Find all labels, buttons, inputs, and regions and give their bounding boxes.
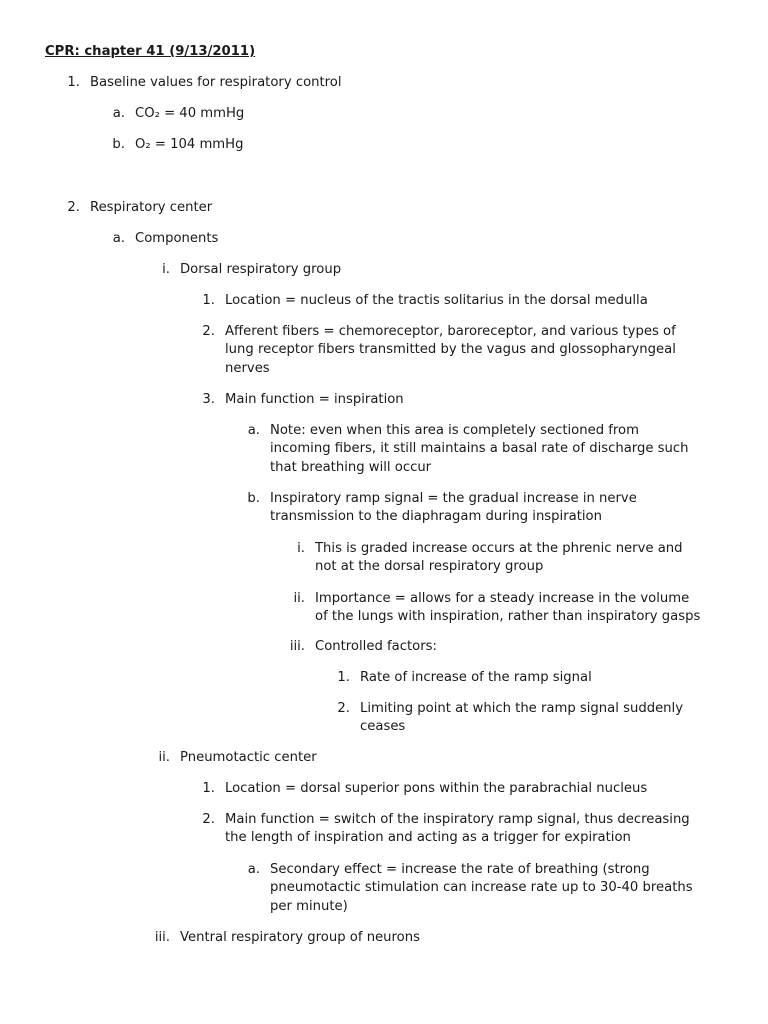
list-item-text: Dorsal respiratory group: [180, 262, 342, 277]
list-marker: 1.: [202, 781, 215, 796]
list-item-text: Inspiratory ramp signal = the gradual increase in nerve: [270, 491, 637, 506]
list-item-text: O₂ = 104 mmHg: [135, 137, 244, 152]
list-marker: a.: [247, 862, 260, 877]
list-item-text: Location = nucleus of the tractis solitarius in the dorsal medulla: [225, 293, 648, 308]
list-marker: 3.: [202, 392, 215, 407]
list-item-text: not at the dorsal respiratory group: [315, 559, 544, 575]
list-item-text: Location = dorsal superior pons within the parabrachial nucleus: [225, 781, 648, 796]
list-marker: 1.: [202, 293, 215, 308]
list-marker: 2.: [202, 324, 215, 339]
list-marker: 2.: [337, 701, 350, 716]
list-item-text: Main function = inspiration: [225, 392, 404, 407]
list-marker: a.: [247, 423, 260, 438]
list-item-text: Pneumotactic center: [180, 750, 317, 765]
list-marker: 1.: [337, 670, 350, 685]
list-item-text: Ventral respiratory group of neurons: [180, 930, 420, 945]
list-item-text: Respiratory center: [90, 200, 213, 215]
list-item-text: Rate of increase of the ramp signal: [360, 670, 592, 685]
list-marker: i.: [162, 262, 170, 277]
list-item-text: that breathing will occur: [270, 459, 432, 475]
list-marker: i.: [297, 541, 305, 556]
list-marker: 1.: [67, 75, 80, 90]
list-marker: iii.: [289, 639, 305, 654]
list-marker: ii.: [293, 591, 305, 606]
list-item-text: lung receptor fibers transmitted by the vagus and glossopharyngeal: [225, 342, 676, 358]
list-item-text: CO₂ = 40 mmHg: [135, 106, 245, 121]
list-item-text: Controlled factors:: [315, 639, 437, 654]
list-item-text: of the lungs with inspiration, rather than inspiratory gasps: [315, 609, 701, 625]
list-marker: 2.: [67, 200, 80, 215]
list-item-text: Baseline values for respiratory control: [90, 75, 342, 90]
list-item-text: transmission to the diaphragam during inspiration: [270, 509, 602, 525]
list-item-text: pneumotactic stimulation can increase rate up to 30-40 breaths: [270, 880, 693, 896]
list-item-text: This is graded increase occurs at the phrenic nerve and: [315, 541, 683, 556]
list-item-text: Afferent fibers = chemoreceptor, baroreceptor, and various types of: [225, 324, 676, 339]
list-item-text: Limiting point at which the ramp signal suddenly: [360, 701, 684, 716]
list-item-text: Importance = allows for a steady increase in the volume: [315, 591, 690, 606]
list-item-text: incoming fibers, it still maintains a basal rate of discharge such: [270, 441, 689, 457]
list-marker: b.: [247, 491, 260, 506]
list-item-text: Note: even when this area is completely sectioned from: [270, 423, 639, 438]
list-marker: iii.: [154, 930, 170, 945]
list-item-text: nerves: [225, 360, 270, 376]
list-item-text: ceases: [360, 719, 406, 735]
list-marker: a.: [112, 231, 125, 246]
list-marker: ii.: [158, 750, 170, 765]
list-item-text: Secondary effect = increase the rate of breathing (strong: [270, 862, 650, 877]
list-marker: b.: [112, 137, 125, 152]
list-marker: 2.: [202, 812, 215, 827]
list-item-text: per minute): [270, 898, 348, 914]
list-item-text: Main function = switch of the inspiratory ramp signal, thus decreasing: [225, 812, 690, 827]
list-item-text: the length of inspiration and acting as a trigger for expiration: [225, 830, 631, 846]
document-title: CPR: chapter 41 (9/13/2011): [45, 44, 256, 59]
list-marker: a.: [112, 106, 125, 121]
list-item-text: Components: [135, 231, 219, 246]
